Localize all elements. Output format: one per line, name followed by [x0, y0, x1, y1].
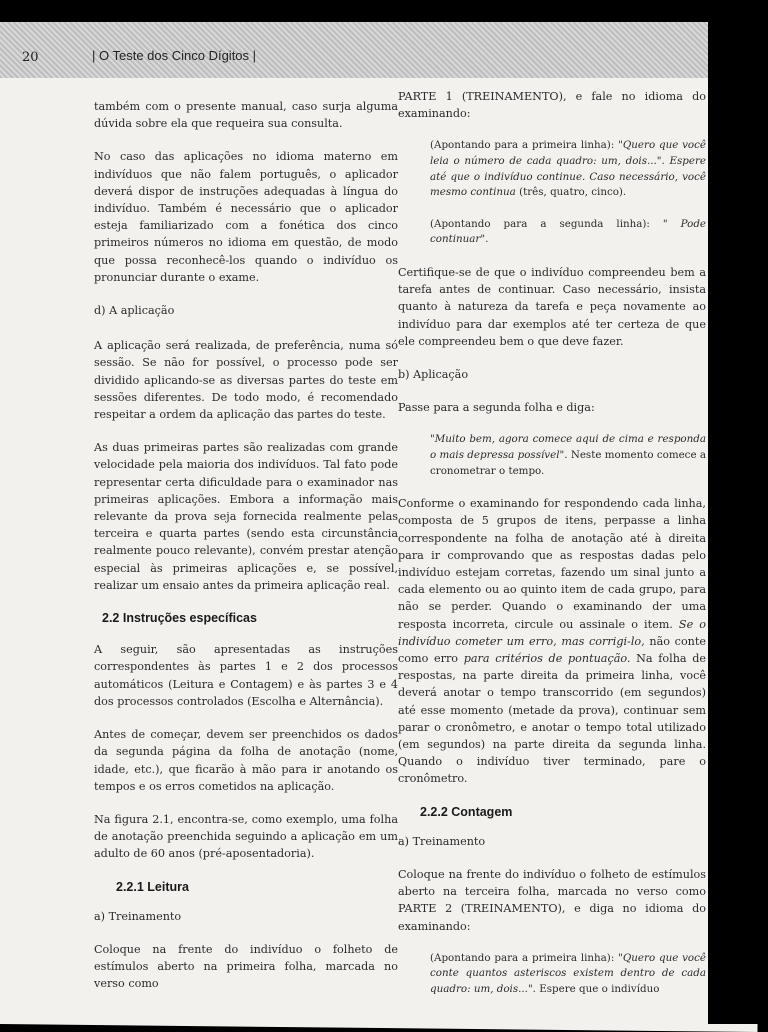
paragraph: também com o presente manual, caso surja alguma dúvida sobre ela que requeira sua consulta.	[94, 100, 398, 131]
subsection-label: b) Aplicação	[398, 367, 469, 381]
quote-tail: Neste momento comece a cronometrar o tempo.	[430, 448, 706, 477]
paragraph: A aplicação será realizada, de preferência, numa só sessão. Se não for possível, o processo pode ser dividido aplicando-se as diversas partes do teste em sessões diferentes. De todo modo, é recomendado respeitar a ordem da aplicação das partes do teste.	[94, 339, 398, 422]
section-heading: 2.2 Instruções específicas	[102, 611, 257, 626]
paragraph: A seguir, são apresentadas as instruções correspondentes às partes 1 e 2 dos processos automáticos (Leitura e Contagem) e às partes 3 e 4 dos processos controlados (Escolha e Alternância).	[94, 643, 398, 708]
subsection-label: a) Treinamento	[94, 909, 182, 923]
text-run-italic: para critérios de pontuação.	[463, 652, 631, 665]
instruction-quote	[430, 951, 706, 998]
page-number: 20	[22, 50, 39, 65]
quote-tail: Espere que o indivíduo	[535, 983, 660, 996]
paragraph: Antes de começar, devem ser preenchidos os dados da segunda página da folha de anotação (nome, idade, etc.), que ficarão à mão para ir anotando os tempos e os erros cometidos na aplicação.	[94, 728, 398, 793]
right-column	[398, 88, 706, 1014]
scan-border-right	[708, 0, 768, 1024]
instruction-quote	[430, 432, 706, 479]
text-run: Na folha de respostas, na parte direita da primeira linha, você deverá anotar o tempo transcorrido (em segundos) até esse momento (metade da prova), continuar sem parar o cronômetro, e anotar o tempo total utilizado (em segundos) na parte direita da segunda linha. Quando o indivíduo tiver terminado, pare o cronômetro.	[398, 652, 707, 786]
quote-lead: (Apontando para a primeira linha):	[430, 139, 619, 152]
paragraph: Passe para a segunda folha e diga:	[398, 401, 595, 415]
paragraph: As duas primeiras partes são realizadas com grande velocidade pela maioria dos indivíduos. Tal fato pode representar certa dificuldade para o examinador nas primeiras aplicações. Embora a informação mais relevante da prova seja fornecida realmente pelas terceira e quarta partes (sendo esta circunstância realmente pouco relevante), convém prestar atenção especial às primeiras aplicações e, se possível, realizar um ensaio antes da primeira aplicação real.	[94, 441, 398, 592]
paragraph: Coloque na frente do indivíduo o folheto de estímulos aberto na primeira folha, marcada no verso como	[94, 942, 398, 991]
quote-italic: "Muito bem, agora comece aqui de cima e responda o mais depressa possível".	[430, 433, 706, 461]
paragraph: Coloque na frente do indivíduo o folheto de estímulos aberto na terceira folha, marcada no verso como PARTE 2 (TREINAMENTO), e diga no idioma do examinando:	[398, 868, 706, 933]
subsection-heading: 2.2.1 Leitura	[116, 879, 189, 894]
quote-italic: " Pode continuar".	[430, 217, 707, 246]
quote-italic: "Quero que você leia o número de cada quadro: um, dois...". Espere até que o indivíduo continue. Caso necessário, você mesmo continua	[430, 139, 706, 199]
paragraph: Certifique-se de que o indivíduo compreendeu bem a tarefa antes de continuar. Caso necessário, insista quanto à natureza da tarefa e peça novamente ao indivíduo para dar exemplos até ter certeza de que ele compreendeu bem o que deve fazer.	[398, 265, 706, 348]
paragraph: Na figura 2.1, encontra-se, como exemplo, uma folha de anotação preenchida seguindo a aplicação em um adulto de 60 anos (pré-aposentadoria).	[94, 812, 398, 861]
text-run: não conte como erro	[398, 634, 707, 665]
paragraph: PARTE 1 (TREINAMENTO), e fale no idioma do examinando:	[398, 90, 706, 121]
instruction-quote	[430, 217, 706, 248]
paragraph	[398, 495, 706, 787]
subsection-label: d) A aplicação	[94, 304, 175, 318]
subsection-heading: 2.2.2 Contagem	[420, 804, 513, 819]
quote-italic: "Quero que você conte quantos asteriscos existem dentro de cada quadro: um, dois...".	[430, 951, 706, 996]
quote-lead: (Apontando para a segunda linha):	[430, 217, 663, 230]
running-title: | O Teste dos Cinco Dígitos |	[92, 48, 257, 63]
quote-lead: (Apontando para a primeira linha):	[430, 951, 619, 964]
quote-tail: (três, quatro, cinco).	[515, 186, 627, 199]
instruction-quote	[430, 138, 706, 200]
text-run: Conforme o examinando for respondendo cada linha, composta de 5 grupos de itens, perpasse a linha correspondente na folha de anotação até à direita para ir comprovando que as respostas dadas pelo indivíduo estejam corretas, fazendo um sinal junto a cada elemento ou ao quinto item de cada grupo, para não se perder. Quando o examinando der uma resposta incorreta, circule ou assinale o item.	[398, 497, 706, 631]
text-run-italic: Se o indivíduo cometer um erro, mas corrigi-lo,	[398, 617, 706, 648]
paragraph: No caso das aplicações no idioma materno em indivíduos que não falem português, o aplicador deverá dispor de instruções adequadas à língua do indivíduo. Também é necessário que o aplicador esteja familiarizado com a fonética dos cinco primeiros números no idioma em questão, de modo que possa reconhecê-los quando o indivíduo os pronunciar durante o exame.	[94, 150, 398, 284]
left-column	[94, 98, 398, 1009]
subsection-label: a) Treinamento	[398, 834, 486, 848]
